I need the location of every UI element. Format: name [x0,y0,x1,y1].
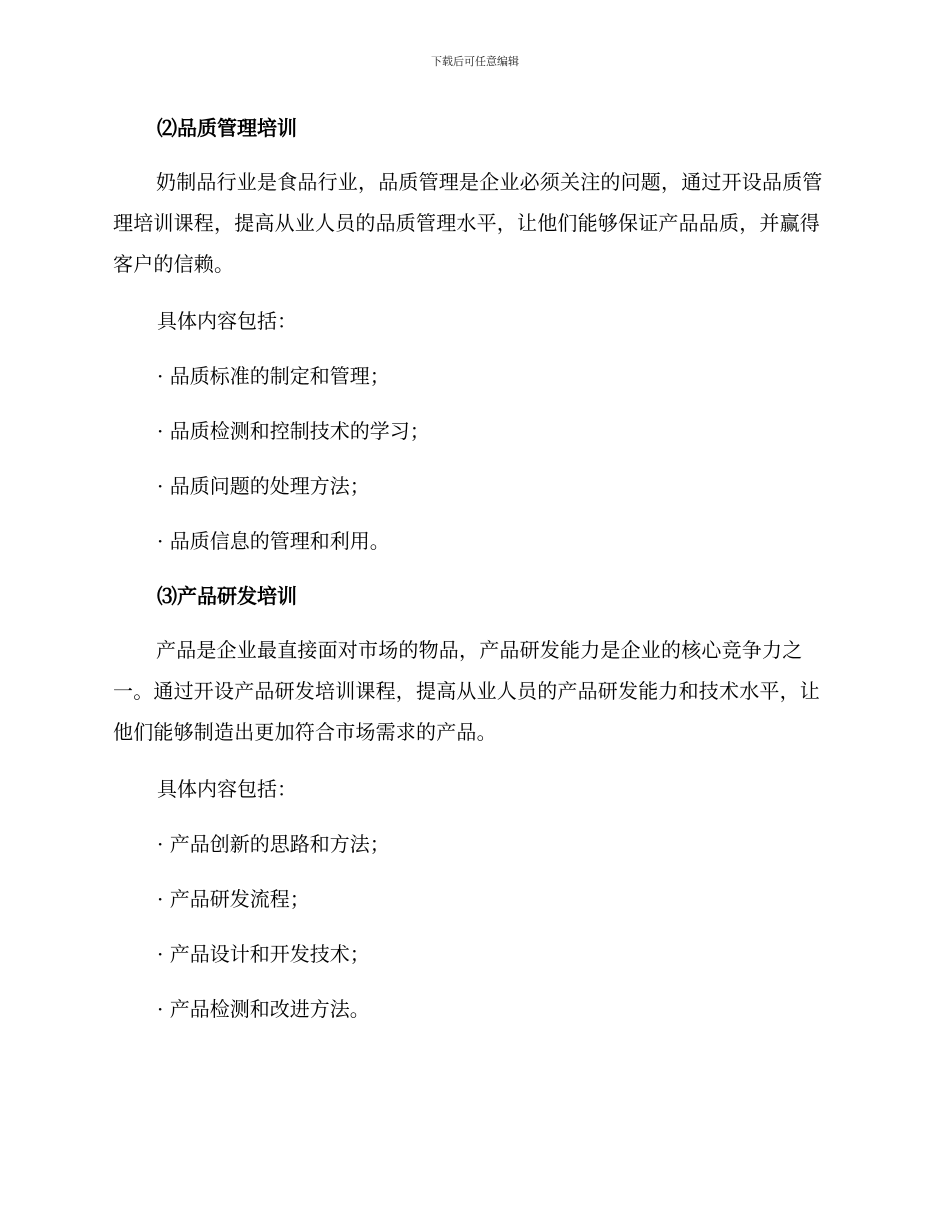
section-heading-quality: ⑵品质管理培训 [157,116,297,140]
list-item: · 品质标准的制定和管理； [157,364,390,388]
list-item: · 产品设计和开发技术； [157,942,370,966]
list-item: · 品质问题的处理方法； [157,474,370,498]
section-heading-rnd: ⑶产品研发培训 [157,584,297,608]
header-note: 下载后可任意编辑 [431,55,519,68]
list-item: · 产品创新的思路和方法； [157,832,390,856]
list-item: · 品质信息的管理和利用。 [157,529,390,553]
section-paragraph-rnd: 产品是企业最直接面对市场的物品，产品研发能力是企业的核心竞争力之一。通过开设产品研发培训课程，提高从业人员的产品研发能力和技术水平，让他们能够制造出更加符合市场需求的产品。 [113,638,820,744]
section-intro-quality: 具体内容包括： [157,309,297,333]
list-item: · 品质检测和控制技术的学习； [157,419,430,443]
section-intro-rnd: 具体内容包括： [157,777,297,801]
list-item: · 产品检测和改进方法。 [157,997,370,1021]
list-item: · 产品研发流程； [157,887,310,911]
section-paragraph-quality: 奶制品行业是食品行业，品质管理是企业必须关注的问题，通过开设品质管理培训课程，提高从业人员的品质管理水平，让他们能够保证产品品质，并赢得客户的信赖。 [113,170,823,276]
